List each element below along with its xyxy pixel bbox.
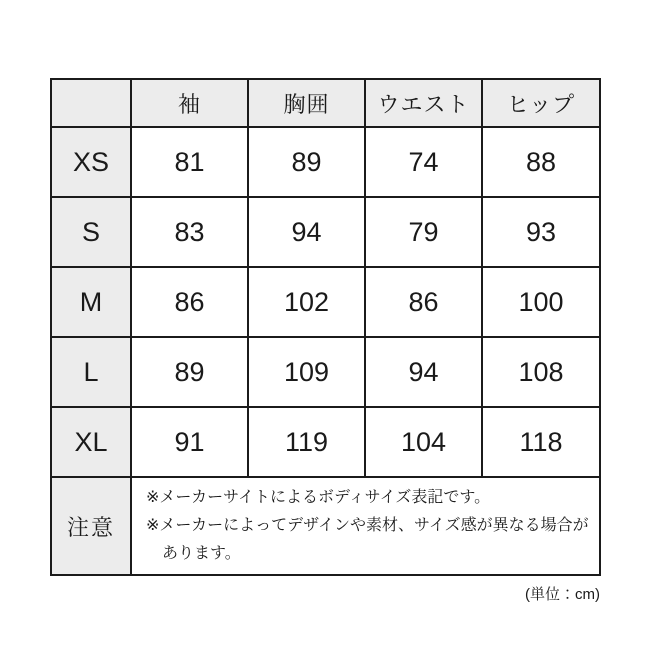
note-row [51,477,600,575]
measurement-value: 88 [482,127,600,197]
note-label: 注意 [51,477,131,575]
measurement-value: 83 [131,197,248,267]
note-cell [131,477,600,575]
measurement-value: 109 [248,337,365,407]
note-text: ※メーカーによってデザインや素材、サイズ感が異なる場合があります。 [146,517,589,562]
size-row-xl [51,407,600,477]
measurement-value: 91 [131,407,248,477]
size-label: XS [51,127,131,197]
measurement-value: 86 [131,267,248,337]
unit-label: (単位：cm) [525,586,600,603]
size-label: S [51,197,131,267]
column-header-sleeve: 袖 [131,79,248,127]
column-header-hip: ヒップ [482,79,600,127]
measurement-value: 118 [482,407,600,477]
measurement-value: 102 [248,267,365,337]
size-row-xs [51,127,600,197]
measurement-value: 74 [365,127,482,197]
column-header-waist: ウエスト [365,79,482,127]
measurement-value: 93 [482,197,600,267]
corner-cell [51,79,131,127]
measurement-value: 81 [131,127,248,197]
measurement-value: 89 [131,337,248,407]
column-header-chest: 胸囲 [248,79,365,127]
size-label: M [51,267,131,337]
size-row-m [51,267,600,337]
size-label: L [51,337,131,407]
size-row-s [51,197,600,267]
size-chart-table [50,78,601,576]
measurement-value: 108 [482,337,600,407]
measurement-value: 89 [248,127,365,197]
note-text: ※メーカーサイトによるボディサイズ表記です。 [146,489,491,506]
measurement-value: 79 [365,197,482,267]
size-row-l [51,337,600,407]
measurement-value: 94 [248,197,365,267]
measurement-value: 100 [482,267,600,337]
size-label: XL [51,407,131,477]
measurement-value: 86 [365,267,482,337]
measurement-value: 119 [248,407,365,477]
header-row [51,79,600,127]
measurement-value: 104 [365,407,482,477]
measurement-value: 94 [365,337,482,407]
